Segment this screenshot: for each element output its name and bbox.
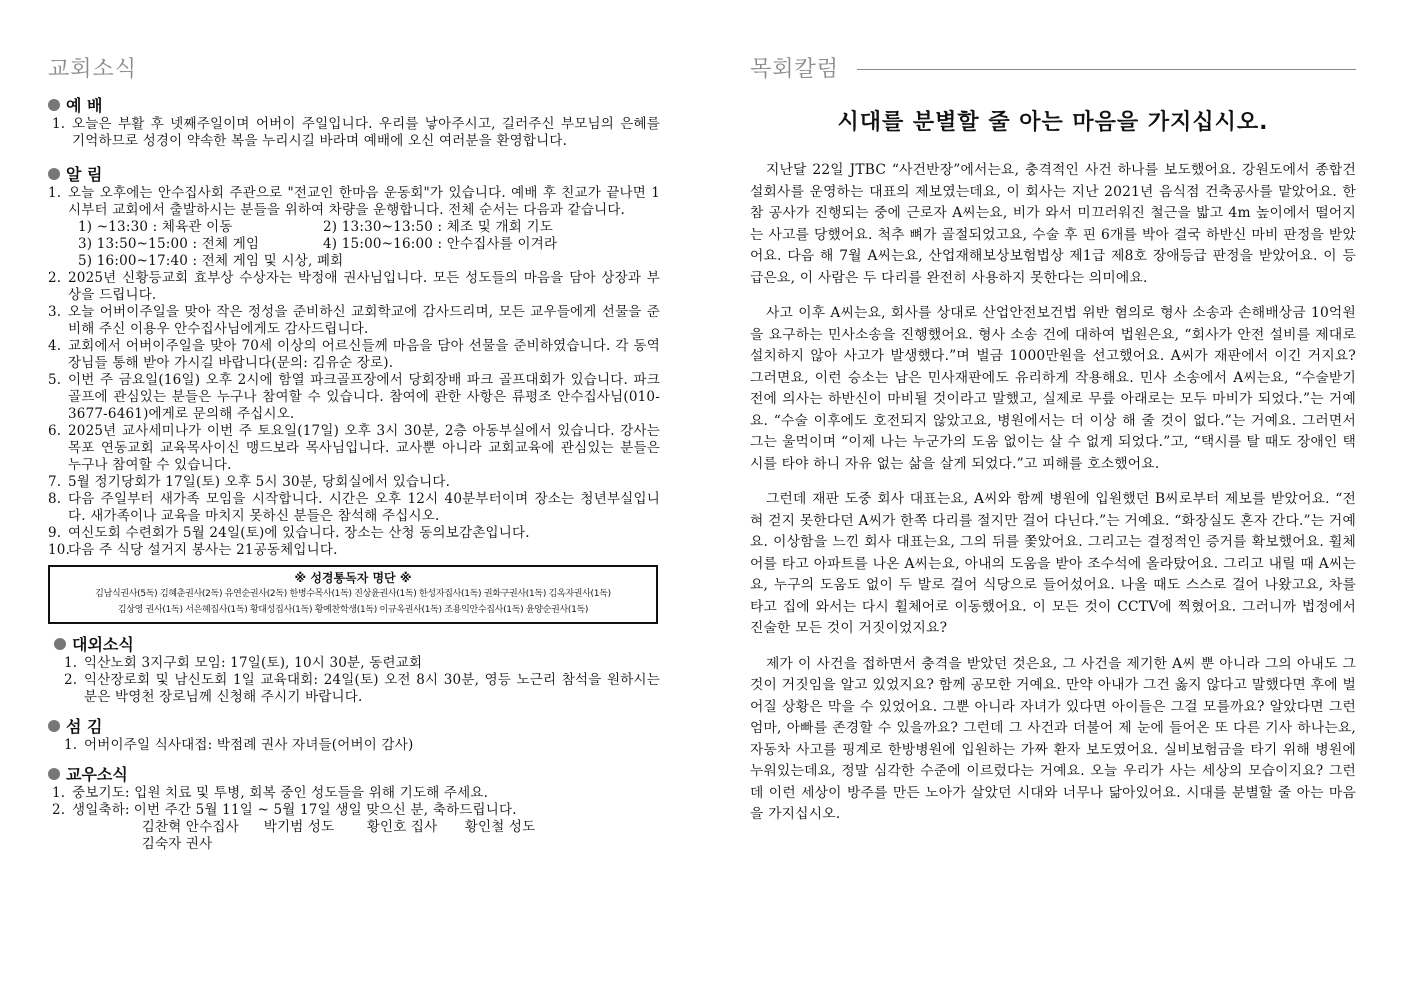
list-item: 1. 오늘은 부활 후 넷째주일이며 어버이 주일입니다. 우리를 낳아주시고, 길러주신 부모님의 은혜를 기억하므로 성경이 약속한 복을 누리시길 바라며 예배에 오신 여러분을 환영합니다. (52, 116, 660, 149)
list-item: 1. 익산노회 3지구회 모임: 17일(토), 10시 30분, 동련교회 (64, 655, 423, 671)
circle-bullet-icon (48, 768, 60, 780)
paragraph: 제가 이 사건을 접하면서 충격을 받았던 것은요, 그 사건을 제기한 A씨 뿐 아니라 그의 아내도 그것이 거짓임을 알고 있었지요? 함께 공모한 거예요. 만약 아내가 그건 옳지 않다고 말했다면 후에 벌어질 상황은 막을 수 있었어요. 그뿐 아니라 자녀가 있다면 아이들은 그걸 모를까요? 알았다면 그런 엄마, 아빠를 존경할 수 있을까요? 그런데 그 사건과 더불어 제 눈에 들어온 또 다른 기사 하나는요, 자동차 사고를 핑계로 한방병원에 입원하는 가짜 환자 보도였어요. 실비보험금을 타기 위해 병원에 누워있는데요, 정말 심각한 수준에 이르렀다는 거예요. 오늘 우리가 사는 세상의 모습이지요? 그런데 이런 세상이 방주를 만든 노아가 살았던 시대와 너무나 닮아있어요. 시대를 분별할 줄 아는 마음을 가지십시오. (750, 655, 1356, 822)
list-item: 2. 익산장로회 및 남신도회 1일 교육대회: 24일(토) 오전 8시 30분, 영등 노근리 참석을 원하시는 분은 박영천 장로님께 신청해 주시기 바랍니다. (64, 672, 660, 705)
members-section-title: 교우소식 (48, 762, 660, 785)
service-list (64, 737, 660, 754)
header-divider (857, 69, 1356, 70)
notices-section-title: 알 림 (48, 162, 660, 185)
list-item: 10. 다음 주 식당 설거지 봉사는 21공동체입니다. (48, 542, 338, 558)
bible-readers-title: ※ 성경통독자 명단 ※ (294, 571, 412, 585)
list-item: 6. 2025년 교사세미나가 이번 주 토요일(17일) 오후 3시 30분, 2층 아동부실에서 있습니다. 강사는 목포 연동교회 교육목사이신 맹드보라 목사님입니다. 교사뿐 아니라 교회교육에 관심있는 분들은 누구나 참여할 수 있습니다. (48, 423, 660, 473)
event-schedule: 1) ~13:30 : 체육관 이동 2) 13:30~13:50 : 체조 및 개회 기도 3) 13:50~15:00 : 전체 게임 4) 15:00~16:00 : 안수집사를 이겨라 5) 16:00~17:40 : 전체 게임 및 시상, 폐회 (78, 219, 558, 269)
external-list (64, 655, 660, 706)
list-item: 8. 다음 주일부터 새가족 모임을 시작합니다. 시간은 오후 12시 40분부터이며 장소는 청년부실입니다. 새가족이나 교육을 마치지 못하신 분들은 참석해 주십시오. (48, 491, 660, 524)
bible-readers-line: 김남식권사(5독) 김혜춘권사(2독) 유연순권사(2독) 한병수목사(1독) 진상윤권사(1독) 한성자집사(1독) 권화구권사(1독) 김옥자권사(1독) (95, 589, 611, 599)
column-title: 시대를 분별할 줄 아는 마음을 가지십시오. (837, 110, 1269, 135)
list-item: 2. 2025년 신황등교회 효부상 수상자는 박정애 권사님입니다. 모든 성도들의 마음을 담아 상장과 부상을 드립니다. (48, 270, 660, 303)
circle-bullet-icon (48, 99, 60, 111)
external-section-title: 대외소식 (54, 632, 660, 655)
bible-readers-line: 김상영 권사(1독) 서은혜집사(1독) 황대성집사(1독) 황예찬학생(1독) 이규옥권사(1독) 조용익안수집사(1독) 윤양순권사(1독) (117, 605, 589, 615)
circle-bullet-icon (48, 720, 60, 732)
list-item: 9. 여신도회 수련회가 5월 24일(토)에 있습니다. 장소는 산청 동의보감촌입니다. (48, 525, 530, 541)
list-item: 2. 생일축하: 이번 주간 5월 11일 ~ 5월 17일 생일 맞으신 분, 축하드립니다. 김찬혁 안수집사 박기범 성도 황인호 집사 황인철 성도 김숙자 권사 (52, 802, 660, 853)
list-item: 3. 오늘 어버이주일을 맞아 작은 정성을 준비하신 교회학교에 감사드리며, 모든 교우들에게 선물을 준비해 주신 이용우 안수집사님에게도 감사드립니다. (48, 304, 660, 337)
paragraph: 사고 이후 A씨는요, 회사를 상대로 산업안전보건법 위반 혐의로 형사 소송과 손해배상금 10억원을 요구하는 민사소송을 진행했어요. 형사 소송 건에 대하여 법원은요, “회사가 안전 설비를 제대로 설치하지 않아 사고가 발생했다.”며 벌금 1000만원을 선고했어요. A씨가 재판에서 이긴 거지요? 그러면요, 이런 승소는 남은 민사재판에도 유리하게 작용해요. 민사 소송에서 A씨는요, “수술받기 전에 의사는 하반신이 마비될 것이라고 말했고, 실제로 무릎 아래로는 모두 마비가 되었다.”는 거예요. “수술 이후에도 호전되지 않았고요, 병원에서는 더 이상 해 줄 것이 없다.”는 거예요. 그러면서 그는 울먹이며 “이제 나는 누군가의 도움 없이는 살 수 없게 되었다.”고, “택시를 탈 때도 장애인 택시를 타야 하니 자유 없는 삶을 살게 되었다.”고 피해를 호소했어요. (750, 305, 1356, 472)
worship-list (52, 116, 660, 150)
bible-readers-box (48, 565, 658, 624)
list-item: 4. 교회에서 어버이주일을 맞아 70세 이상의 어르신들께 마음을 담아 선물을 준비하였습니다. 각 동역장님들 통해 받아 가시길 바랍니다(문의: 김유순 장로). (48, 338, 660, 371)
column-body (750, 160, 1356, 826)
pastor-column-header: 목회칼럼 (750, 52, 1356, 83)
service-section-title: 섬 김 (48, 714, 660, 737)
circle-bullet-icon (54, 638, 66, 650)
list-item: 1. 중보기도: 입원 치료 및 투병, 회복 중인 성도들을 위해 기도해 주세요. (52, 785, 489, 801)
circle-bullet-icon (48, 168, 60, 180)
church-news-header: 교회소식 (48, 57, 138, 82)
birthday-names: 김찬혁 안수집사 박기범 성도 황인호 집사 황인철 성도 (141, 819, 536, 835)
list-item: 5. 이번 주 금요일(16일) 오후 2시에 함열 파크골프장에서 당회장배 파크 골프대회가 있습니다. 파크골프에 관심있는 분들은 누구나 참여할 수 있습니다. 참여에 관한 사항은 류평조 안수집사님(010-3677-6461)에게로 문의해 주십시오. (48, 372, 660, 422)
list-item: 1. 오늘 오후에는 안수집사회 주관으로 "전교인 한마음 운동회"가 있습니다. 예배 후 친교가 끝나면 1시부터 교회에서 출발하시는 분들을 위하여 차량을 운행합니다. 전체 순서는 다음과 같습니다. 1) ~13:30 : 체육관 이동 2) 13:30~13:50 : 체조 및 개회 기도 3) 13:50~15:00 : 전체 게임 4) 15:00~16:00 : 안수집사를 이겨라 5) 16:00~17:40 : 전체 게임 및 시상, 폐회 (48, 185, 660, 269)
notices-list (48, 185, 660, 559)
members-list (52, 785, 660, 853)
church-news-page (48, 52, 660, 853)
worship-section-title: 예 배 (48, 93, 660, 116)
list-item: 7. 5월 정기당회가 17일(토) 오후 5시 30분, 당회실에서 있습니다. (48, 474, 451, 490)
pastor-column-page (750, 52, 1356, 840)
list-item: 1. 어버이주일 식사대접: 박점례 권사 자녀들(어버이 감사) (64, 737, 414, 753)
paragraph: 지난달 22일 JTBC “사건반장”에서는요, 충격적인 사건 하나를 보도했어요. 강원도에서 종합건설회사를 운영하는 대표의 제보였는데요, 이 회사는 지난 2021년 음식점 건축공사를 맡았어요. 한 참 공사가 진행되는 중에 근로자 A씨는요, 비가 와서 미끄러워진 철근을 밟고 4m 높이에서 떨어지는 사고를 당했어요. 척추 뼈가 골절되었고요, 수술 후 핀 6개를 박아 결국 하반신 마비 판정을 받았어요. 다음 해 7월 A씨는요, 산업재해보상보험법상 제1급 제8호 장애등급 판정을 받았어요. 이 등급은요, 이 사람은 두 다리를 완전히 사용하지 못한다는 의미에요. (750, 162, 1356, 286)
paragraph: 그런데 재판 도중 회사 대표는요, A씨와 함께 병원에 입원했던 B씨로부터 제보를 받았어요. “전혀 걷지 못한다던 A씨가 한쪽 다리를 절지만 걸어 다닌다.”는 거예요. “화장실도 혼자 간다.”는 거예요. 이상함을 느낀 회사 대표는요, 그의 뒤를 쫓았어요. 그리고는 결정적인 증거를 확보했어요. 휠체어를 타고 아파트를 나온 A씨는요, 아내의 도움을 받아 조수석에 올라탔어요. 그리고 내릴 때 A씨는요, 누구의 도움도 없이 두 발로 걸어 식당으로 들어섰어요. 나올 때도 스스로 걸어 나왔고요, 차를 타고 집에 와서는 다시 휠체어로 이동했어요. 이 모든 것이 CCTV에 찍혔어요. 그러니까 법정에서 진술한 모든 것이 거짓이었지요? (750, 491, 1356, 636)
